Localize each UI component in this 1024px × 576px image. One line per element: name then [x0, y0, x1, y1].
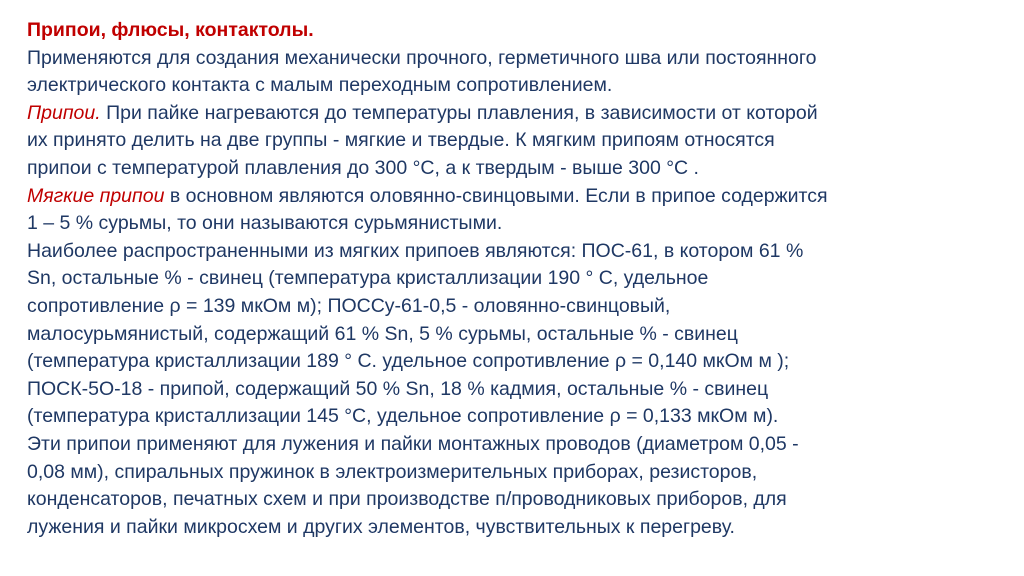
solders-text: При пайке нагреваются до температуры плавления, в зависимости от которой: [100, 101, 818, 124]
common-solders-line: Эти припои применяют для лужения и пайки монтажных проводов (диаметром 0,05 -: [27, 432, 799, 455]
soft-solders-text: в основном являются оловянно-свинцовыми. Если в припое содержится: [164, 184, 828, 207]
common-solders-line: лужения и пайки микросхем и других элементов, чувствительных к перегреву.: [27, 515, 735, 538]
soft-solders-term: Мягкие припои: [27, 184, 165, 207]
common-solders-line: Sn, остальные % - свинец (температура кристаллизации 190 ° C, удельное: [27, 267, 709, 290]
common-solders-line: 0,08 мм), спиральных пружинок в электроизмерительных приборах, резисторов,: [27, 460, 758, 483]
intro-line: Применяются для создания механически прочного, герметичного шва или постоянного: [27, 46, 817, 69]
soft-solders-paragraph-line: [27, 183, 1002, 211]
common-solders-line: сопротивление ρ = 139 мкОм м); ПОССу-61-0,5 - оловянно-свинцовый,: [27, 294, 671, 317]
common-solders-line: (температура кристаллизации 145 °C, удельное сопротивление ρ = 0,133 мкОм м).: [27, 405, 779, 428]
solders-paragraph-line: [27, 100, 1002, 128]
common-solders-line: (температура кристаллизации 189 ° C. удельное сопротивление ρ = 0,140 мкОм м );: [27, 350, 790, 373]
slide-title: Припои, флюсы, контактолы.: [27, 19, 314, 41]
common-solders-line: малосурьмянистый, содержащий 61 % Sn, 5 % сурьмы, остальные % - свинец: [27, 322, 738, 345]
common-solders-line: конденсаторов, печатных схем и при производстве п/проводниковых приборов, для: [27, 488, 787, 511]
solders-term: Припои.: [27, 101, 101, 124]
solders-paragraph-line: их принято делить на две группы - мягкие и твердые. К мягким припоям относятся: [27, 129, 775, 152]
soft-solders-paragraph-line: 1 – 5 % сурьмы, то они называются сурьмянистыми.: [27, 212, 503, 235]
common-solders-line: ПОСК-5О-18 - припой, содержащий 50 % Sn, 18 % кадмия, остальные % - свинец: [27, 377, 769, 400]
solders-paragraph-line: припои с температурой плавления до 300 °C, а к твердым - выше 300 °C .: [27, 156, 699, 179]
common-solders-line: Наиболее распространенными из мягких припоев являются: ПОС-61, в котором 61 %: [27, 239, 804, 262]
slide-body: [27, 17, 1002, 541]
intro-line: электрического контакта с малым переходным сопротивлением.: [27, 74, 613, 97]
